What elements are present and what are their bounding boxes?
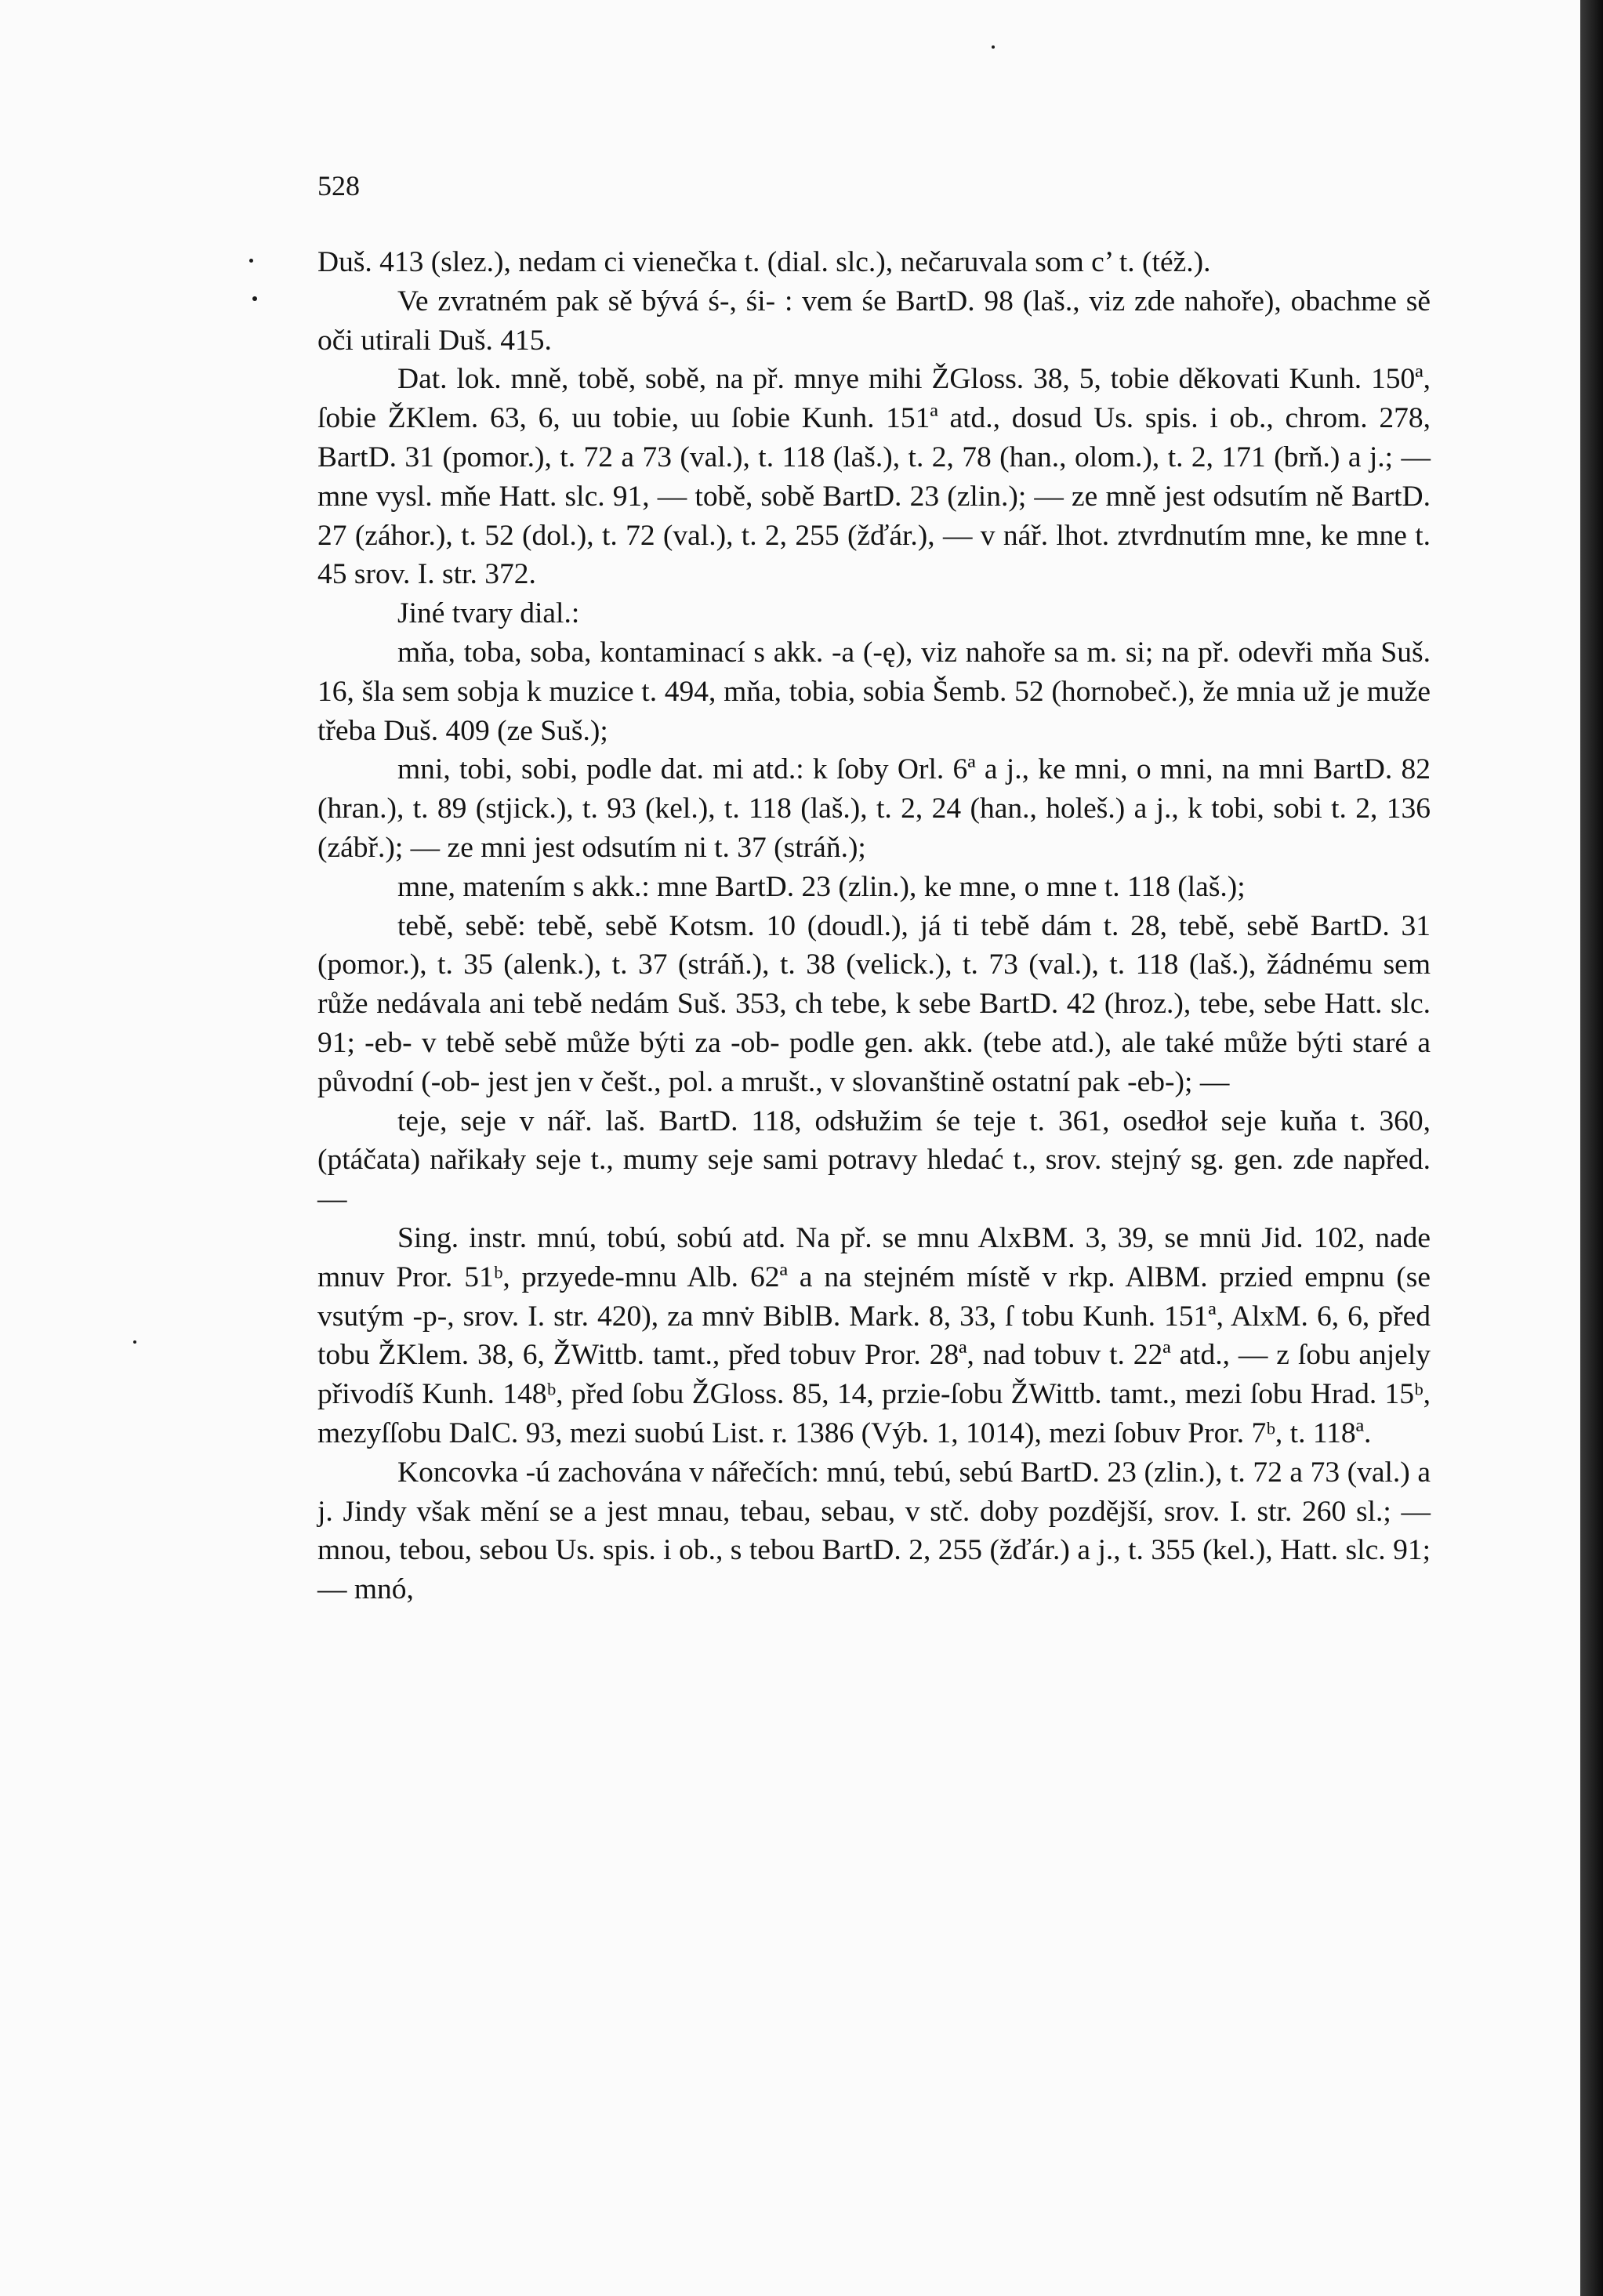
scan-speck — [133, 1340, 136, 1344]
paragraph: Dat. lok. mně, tobě, sobě, na př. mnye mihi ŽGloss. 38, 5, tobie děkovati Kunh. 150ª, ſobie ŽKlem. 63, 6, uu tobie, uu ſobie Kunh. 151ª atd., dosud Us. spis. i ob., chrom. 278, BartD. 31 (pomor.), t. 72 a 73 (val.), t. 118 (laš.), t. 2, 78 (han., olom.), t. 2, 171 (brň.) a j.; — mne vysl. mňe Hatt. slc. 91, — tobě, sobě BartD. 23 (zlin.); — ze mně jest odsutím ně BartD. 27 (záhor.), t. 52 (dol.), t. 72 (val.), t. 2, 255 (žďár.), — v nář. lhot. ztvrdnutím mne, ke mne t. 45 srov. I. str. 372. — [317, 363, 1431, 591]
paragraph: mni, tobi, sobi, podle dat. mi atd.: k ſoby Orl. 6ª a j., ke mni, o mni, na mni BartD. 82 (hran.), t. 89 (stjick.), t. 93 (kel.), t. 118 (laš.), t. 2, 24 (han., holeš.) a j., k tobi, sobi t. 2, 136 (zábř.); — ze mni jest odsutím ni t. 37 (stráň.); — [317, 753, 1431, 864]
paragraph: teje, seje v nář. laš. BartD. 118, odsłužim śe teje t. 361, osedłoł seje kuňa t. 360, (ptáčata) nařikały seje t., mumy seje sami potravy hledać t., srov. stejný sg. gen. zde napřed. — — [317, 1104, 1431, 1216]
paragraph: Sing. instr. mnú, tobú, sobú atd. Na př. se mnu AlxBM. 3, 39, se mnü Jid. 102, nade mnuv Pror. 51ᵇ, przyede-mnu Alb. 62ª a na stejném místě v rkp. AlBM. przied empnu (se vsutým -p-, srov. I. str. 420), za mnv̇ BiblB. Mark. 8, 33, ſ tobu Kunh. 151ª, AlxM. 6, 6, před tobu ŽKlem. 38, 6, ŽWittb. tamt., před tobuv Pror. 28ª, nad tobuv t. 22ª atd., — z ſobu anjely přivodíš Kunh. 148ᵇ, před ſobu ŽGloss. 85, 14, przie-ſobu ŽWittb. tamt., mezi ſobu Hrad. 15ᵇ, mezyſſobu DalC. 93, mezi suobú List. r. 1386 (Výb. 1, 1014), mezi ſobuv Pror. 7ᵇ, t. 118ª. — [317, 1221, 1431, 1449]
paragraph: tebě, sebě: tebě, sebě Kotsm. 10 (doudl.), já ti tebě dám t. 28, tebě, sebě BartD. 31 (pomor.), t. 35 (alenk.), t. 37 (stráň.), t. 38 (velick.), t. 73 (val.), t. 118 (laš.), žádnému sem růže nedávala ani tebě nedám Suš. 353, ch tebe, k sebe BartD. 42 (hroz.), tebe, sebe Hatt. slc. 91; -eb- v tebě sebě může býti za -ob- podle gen. akk. (tebe atd.), ale také může býti staré a původní (-ob- jest jen v češt., pol. a mrušt., v slovanštině ostatní pak -eb-); — — [317, 909, 1431, 1098]
scan-speck — [249, 259, 253, 263]
scan-speck — [992, 45, 995, 49]
paragraph: mňa, toba, soba, kontaminací s akk. -a (-ę), viz nahoře sa m. si; na př. odevři mňa Suš. 16, šla sem sobja k muzice t. 494, mňa, tobia, sobia Šemb. 52 (hornobeč.), že mnia už je muže třeba Duš. 409 (ze Suš.); — [317, 636, 1431, 747]
paragraph: Koncovka -ú zachována v nářečích: mnú, tebú, sebú BartD. 23 (zlin.), t. 72 a 73 (val.) a j. Jindy však mění se a jest mnau, tebau, sebau, v stč. doby pozdější, srov. I. str. 260 sl.; — mnou, tebou, sebou Us. spis. i ob., s tebou BartD. 2, 255 (žďár.) a j., t. 355 (kel.), Hatt. slc. 91; — mnó, — [317, 1456, 1431, 1606]
paragraph: Duš. 413 (slez.), nedam ci vienečka t. (dial. slc.), nečaruvala som c’ t. (též.). — [317, 246, 1211, 278]
paragraph: mne, matením s akk.: mne BartD. 23 (zlin.), ke mne, o mne t. 118 (laš.); — [397, 870, 1246, 903]
paragraph: Ve zvratném pak sě bývá ś-, śi- : vem śe BartD. 98 (laš., viz zde nahoře), obachme sě oči utirali Duš. 415. — [317, 285, 1431, 357]
page-number: 528 — [317, 170, 360, 201]
paragraph: Jiné tvary dial.: — [397, 597, 580, 630]
scan-speck — [252, 296, 257, 301]
body-text — [317, 243, 1431, 1609]
scan-border — [1580, 0, 1603, 2296]
